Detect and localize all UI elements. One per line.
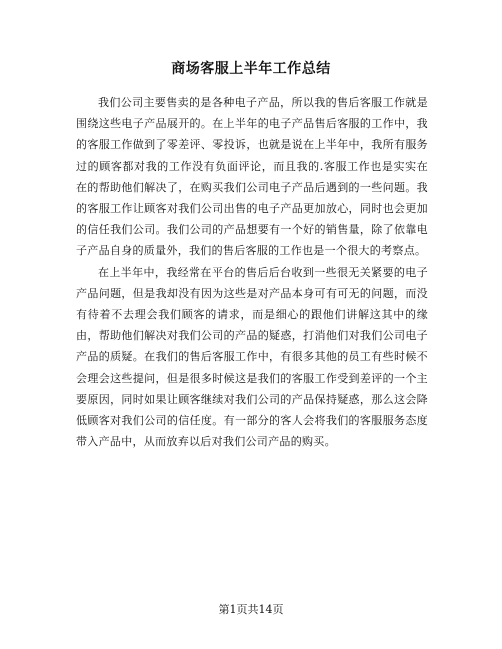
document-body (76, 92, 428, 452)
document-title: 商场客服上半年工作总结 (171, 61, 331, 77)
paragraph-1: 我们公司主要售卖的是各种电子产品，所以我的售后客服工作就是围绕这些电子产品展开的。在上半年的电子产品售后客服的工作中，我的客服工作做到了零差评、零投诉，也就是说在上半年中，我所有服务过的顾客都对我的工作没有负面评论，而且我的.客服工作也是实实在在的帮助他们解决了，在购买我们公司电子产品后遇到的一些问题。我的客服工作让顾客对我们公司出售的电子产品更加放心，同时也会更加的信任我们公司。我们公司的产品想要有一个好的销售量，除了依靠电子产品自身的质量外，我们的售后客服的工作也是一个很大的考察点。 (76, 96, 428, 258)
page-number-footer: 第1页共14页 (218, 603, 284, 616)
paragraph-2: 在上半年中，我经常在平台的售后后台收到一些很无关紧要的电子产品问题，但是我却没有因为这些是对产品本身可有可无的问题，而没有待着不去理会我们顾客的请求，而是细心的跟他们讲解这其中的缘由，帮助他们解决对我们公司的产品的疑惑，打消他们对我们公司电子产品的质疑。在我们的售后客服工作中，有很多其他的员工有些时候不会理会这些提问，但是很多时候这是我们的客服工作受到差评的一个主要原因，同时如果让顾客继续对我们公司的产品保持疑惑，那么这会降低顾客对我们公司的信任度。有一部分的客人会将我们的客服服务态度带入产品中，从而放弃以后对我们公司产品的购买。 (76, 265, 428, 449)
